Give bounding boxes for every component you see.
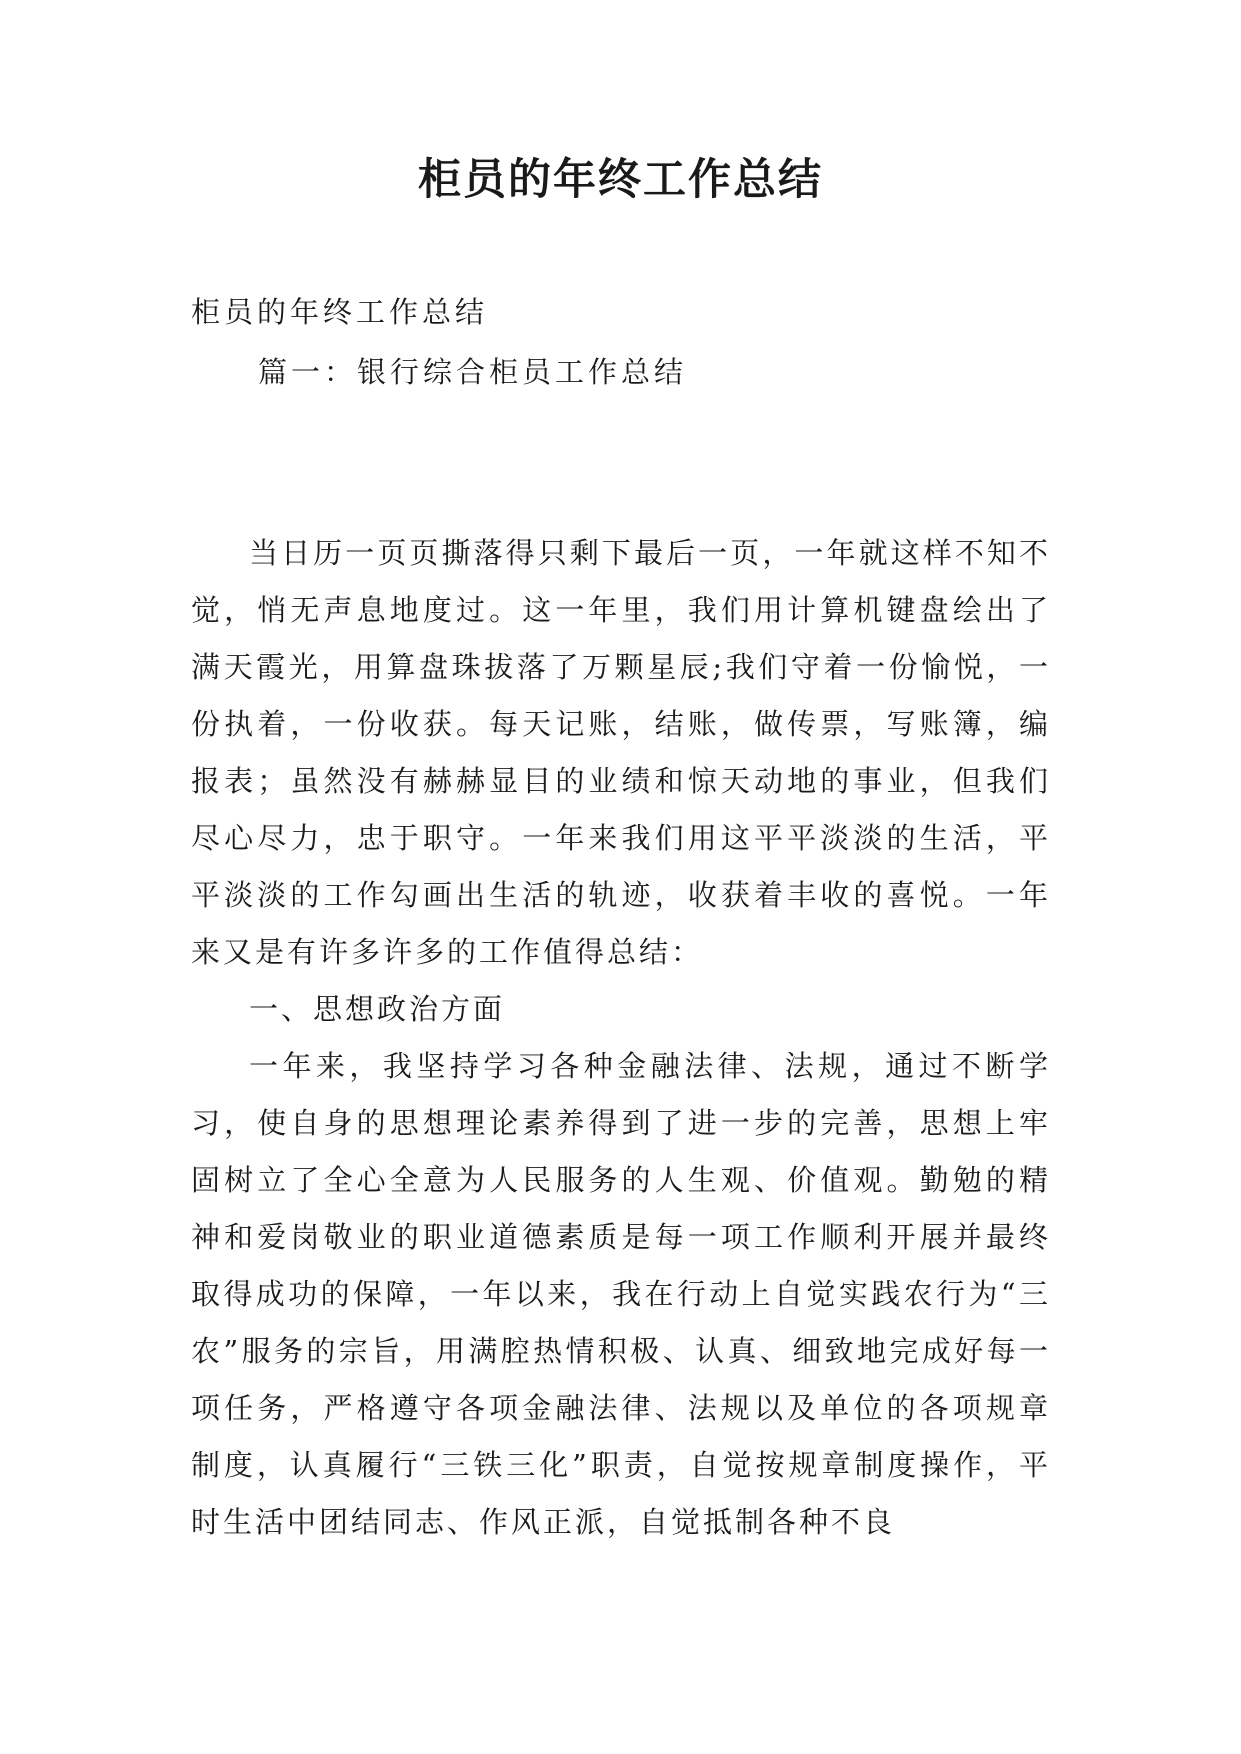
section-title: 篇一：银行综合柜员工作总结 bbox=[258, 355, 688, 389]
document-body bbox=[191, 525, 1051, 1551]
document-subtitle: 柜员的年终工作总结 bbox=[191, 295, 489, 329]
paragraph-heading-ideology: 一、思想政治方面 bbox=[249, 992, 506, 1026]
document-title: 柜员的年终工作总结 bbox=[418, 155, 823, 205]
paragraph-ideology: 一年来，我坚持学习各种金融法律、法规，通过不断学习，使自身的思想理论素养得到了进一步的完善，思想上牢固树立了全心全意为人民服务的人生观、价值观。勤勉的精神和爱岗敬业的职业道德素质是每一项工作顺利开展并最终取得成功的保障，一年以来，我在行动上自觉实践农行为“三农”服务的宗旨，用满腔热情积极、认真、细致地完成好每一项任务，严格遵守各项金融法律、法规以及单位的各项规章制度，认真履行“三铁三化”职责，自觉按规章制度操作，平时生活中团结同志、作风正派，自觉抵制各种不良 bbox=[191, 1049, 1051, 1539]
paragraph-intro: 当日历一页页撕落得只剩下最后一页，一年就这样不知不觉，悄无声息地度过。这一年里，我们用计算机键盘绘出了满天霞光，用算盘珠拔落了万颗星辰;我们守着一份愉悦，一份执着，一份收获。每天记账，结账，做传票，写账簿，编报表；虽然没有赫赫显目的业绩和惊天动地的事业，但我们尽心尽力，忠于职守。一年来我们用这平平淡淡的生活，平平淡淡的工作勾画出生活的轨迹，收获着丰收的喜悦。一年来又是有许多许多的工作值得总结： bbox=[191, 536, 1051, 969]
